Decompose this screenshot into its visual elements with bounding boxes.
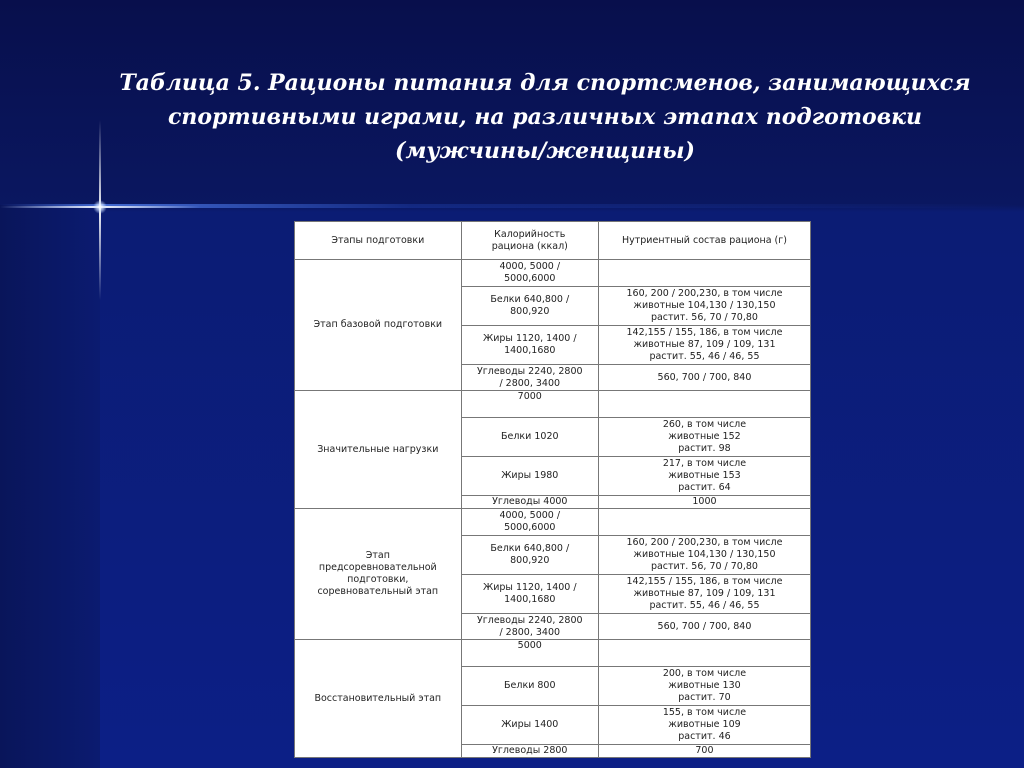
table-header-row — [295, 222, 811, 260]
calories-cell: Белки 1020 — [461, 418, 598, 457]
calories-cell: Жиры 1980 — [461, 457, 598, 496]
nutrients-cell: 700 — [598, 745, 810, 758]
calories-cell: Углеводы 2240, 2800 / 2800, 3400 — [461, 614, 598, 640]
calories-cell: Углеводы 2240, 2800 / 2800, 3400 — [461, 365, 598, 391]
header-calories: Калорийность рациона (ккал) — [461, 222, 598, 260]
left-decor-band — [0, 205, 100, 768]
title-line-1: Таблица 5. Рационы питания для спортсменов, занимающихся — [119, 70, 971, 96]
nutrients-cell — [598, 640, 810, 667]
stage-cell: Восстановительный этап — [295, 640, 462, 758]
stage-cell: Этап базовой подготовки — [295, 260, 462, 391]
sparkle-star-icon — [93, 200, 107, 214]
calories-cell: Углеводы 2800 — [461, 745, 598, 758]
calories-cell: Жиры 1120, 1400 / 1400,1680 — [461, 575, 598, 614]
calories-cell: Белки 640,800 / 800,920 — [461, 287, 598, 326]
calories-cell: Жиры 1120, 1400 / 1400,1680 — [461, 326, 598, 365]
nutrients-cell: 560, 700 / 700, 840 — [598, 365, 810, 391]
table-row — [295, 391, 811, 418]
nutrients-cell: 260, в том числе животные 152 растит. 98 — [598, 418, 810, 457]
calories-cell: 5000 — [461, 640, 598, 667]
table-row — [295, 640, 811, 667]
nutrients-cell: 142,155 / 155, 186, в том числе животные 87, 109 / 109, 131 растит. 55, 46 / 46, 55 — [598, 575, 810, 614]
nutrients-cell: 200, в том числе животные 130 растит. 70 — [598, 667, 810, 706]
nutrients-cell: 160, 200 / 200,230, в том числе животные 104,130 / 130,150 растит. 56, 70 / 70,80 — [598, 287, 810, 326]
nutrients-cell: 142,155 / 155, 186, в том числе животные 87, 109 / 109, 131 растит. 55, 46 / 46, 55 — [598, 326, 810, 365]
calories-cell: 4000, 5000 / 5000,6000 — [461, 260, 598, 287]
nutrients-cell: 155, в том числе животные 109 растит. 46 — [598, 706, 810, 745]
calories-cell: Белки 640,800 / 800,920 — [461, 536, 598, 575]
nutrients-cell — [598, 509, 810, 536]
calories-cell: Жиры 1400 — [461, 706, 598, 745]
nutrients-cell — [598, 260, 810, 287]
title-line-2: спортивными играми, на различных этапах подготовки — [167, 104, 923, 130]
slide-title — [110, 66, 980, 168]
title-line-3: (мужчины/женщины) — [395, 138, 695, 164]
table-row — [295, 260, 811, 287]
calories-cell: Углеводы 4000 — [461, 496, 598, 509]
nutrients-cell — [598, 391, 810, 418]
stage-cell: Этап предсоревновательной подготовки, соревновательный этап — [295, 509, 462, 640]
nutrients-cell: 1000 — [598, 496, 810, 509]
nutrients-cell: 160, 200 / 200,230, в том числе животные 104,130 / 130,150 растит. 56, 70 / 70,80 — [598, 536, 810, 575]
stage-cell: Значительные нагрузки — [295, 391, 462, 509]
header-nutrients: Нутриентный состав рациона (г) — [598, 222, 810, 260]
nutrition-table-container — [294, 221, 811, 757]
nutrients-cell: 560, 700 / 700, 840 — [598, 614, 810, 640]
nutrients-cell: 217, в том числе животные 153 растит. 64 — [598, 457, 810, 496]
table-row — [295, 509, 811, 536]
calories-cell: 4000, 5000 / 5000,6000 — [461, 509, 598, 536]
nutrition-table — [294, 221, 811, 758]
header-stage: Этапы подготовки — [295, 222, 462, 260]
calories-cell: 7000 — [461, 391, 598, 418]
calories-cell: Белки 800 — [461, 667, 598, 706]
